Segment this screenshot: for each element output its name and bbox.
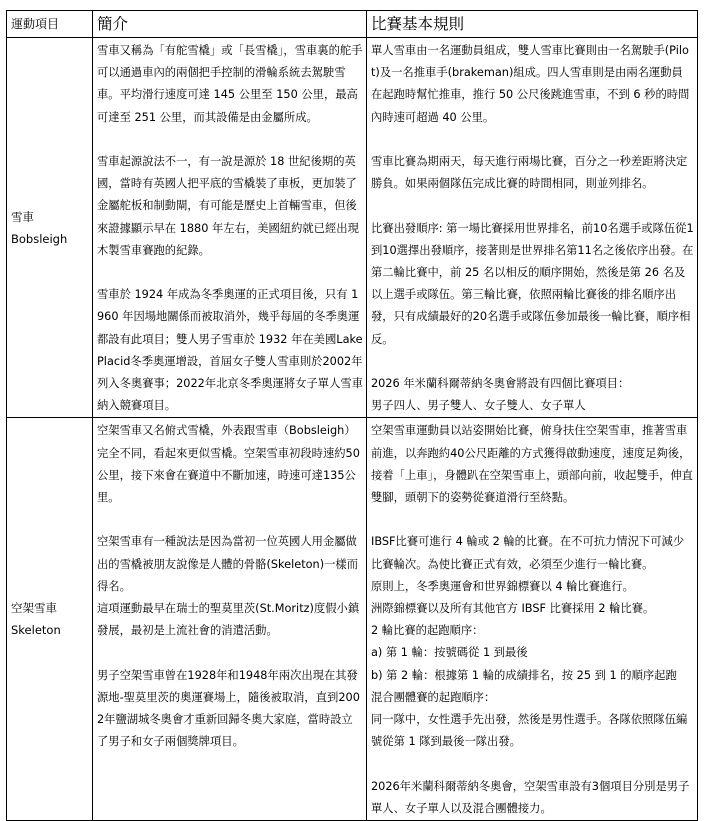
rules-paragraph: 空架雪車運動員以站姿開始比賽，俯身扶住空架雪車，推著雪車前進，以奔跑約40公尺距離的方式獲得啟動速度，速度足夠後，接着「上車」，身體趴在空架雪車上，頭部向前，收起雙手，伸直雙腳，頭朝下的姿勢從賽道滑行至終點。 <box>371 424 693 505</box>
rules-paragraph: IBSF比賽可進行 4 輪或 2 輪的比賽。在不可抗力情況下可減少比賽輪次。為使比賽正式有效，必須至少進行一輪比賽。 原則上，冬季奧運會和世界錦標賽以 4 輪比賽進行。 洲際錦標賽以及所有其他官方 IBSF 比賽採用 2 輪比賽。 2 輪比賽的起跑順序： a) 第 1 輪：按號碼從 1 到最後 b) 第 2 輪：根據第 1 輪的成績排名，按 25 到 1 的順序起跑 混合團體賽的起跑順序： 同一隊中，女性選手先出發，然後是男性選手。各隊依照隊伍編號從第 1 隊到最後一隊出發。 <box>371 535 688 749</box>
sport-name-en: Skeleton <box>11 623 61 638</box>
header-rules: 比賽基本規則 <box>367 11 698 38</box>
header-sport: 運動項目 <box>7 11 93 38</box>
sport-cell-bobsleigh <box>7 38 93 418</box>
sport-cell-skeleton <box>7 418 93 821</box>
rules-cell-bobsleigh <box>367 38 698 418</box>
sport-name-zh: 雪車 <box>11 209 34 224</box>
intro-paragraph: 雪車起源說法不一，有一說是源於 18 世紀後期的英國，當時有英國人把平底的雪橇裝了車板，更加裝了金屬舵板和制動閘，有可能是歷史上首輛雪車，但後來證據顯示早在 1880 年左右，美國紐約就已經出現木製雪車賽跑的紀錄。 <box>97 155 359 257</box>
sports-rules-table <box>6 10 698 821</box>
sport-name-zh: 空架雪車 <box>11 601 57 616</box>
intro-paragraph: 雪車於 1924 年成為冬季奧運的正式項目後，只有 1960 年因場地關係而被取消外，幾乎每屆的冬季奧運都設有此項目；雙人男子雪車於 1932 年在美國Lake Placid冬季奧運增設，首屆女子雙人雪車則於2002年列入冬奧賽事；2022年北京冬季奧運將女子單人雪車納入競賽項目。 <box>97 288 363 413</box>
intro-cell-bobsleigh <box>93 38 367 418</box>
intro-paragraph: 空架雪車有一種說法是因為當初一位英國人用金屬做出的雪橇被朋友說像是人體的骨骼(Skeleton)一樣而得名。 這項運動最早在瑞士的聖莫里茨(St.Moritz)度假小鎮發展，最初是上流社會的消遣活動。 <box>97 535 360 638</box>
intro-paragraph: 雪車又稱為「有舵雪橇」或「長雪橇」，雪車裏的舵手可以通過車內的兩個把手控制的滑輪系統去駕駛雪車。平均滑行速度可達 145 公里至 150 公里，最高可達至 251 公里，而其設備是由金屬所成。 <box>97 44 363 124</box>
rules-paragraph: 2026年米蘭科爾蒂納冬奧會，空架雪車設有3個項目分別是男子單人、女子單人以及混合團體接力。 <box>371 779 690 815</box>
intro-paragraph: 空架雪車又名俯式雪橇，外表跟雪車（Bobsleigh）完全不同，看起來更似雪橇。空架雪車初段時速約50公里，接下來會在賽道中不斷加速，時速可達135公里。 <box>97 424 360 505</box>
rules-paragraph: 比賽出發順序: 第一場比賽採用世界排名，前10名選手或隊伍從1到10選擇出發順序，接著則是世界排名第11名之後依序出發。在第二輪比賽中，前 25 名以相反的順序開始，然後是第 26 名及以上選手或隊伍。第三輪比賽，依照兩輪比賽後的排名順序出發，只有成績最好的20名選手或隊伍參加最後一輪比賽，順序相反。 <box>371 221 694 346</box>
rules-cell-skeleton <box>367 418 698 821</box>
header-intro: 簡介 <box>93 11 367 38</box>
intro-paragraph: 男子空架雪車曾在1928年和1948年兩次出現在其發源地-聖莫里茨的奧運賽場上，隨後被取消，直到2002年鹽湖城冬奧會才重新回歸冬奧大家庭，當時設立了男子和女子兩個獎牌項目。 <box>97 668 360 749</box>
table-row-bobsleigh <box>7 38 698 418</box>
rules-paragraph: 雪車比賽為期兩天，每天進行兩場比賽，百分之一秒差距將決定勝負。如果兩個隊伍完成比賽的時間相同，則並列排名。 <box>371 155 688 191</box>
rules-paragraph: 2026 年米蘭科爾蒂納冬奧會將設有四個比賽項目： 男子四人、男子雙人、女子雙人、女子單人 <box>371 377 630 413</box>
rules-paragraph: 單人雪車由一名運動員組成，雙人雪車比賽則由一名駕駛手(Pilot)及一名推車手(brakeman)組成。四人雪車則是由兩名運動員在起跑時幫忙推車，推行 50 公尺後跳進雪車，不到 6 秒的時間內時速可超過 40 公里。 <box>371 44 690 124</box>
table-row-skeleton <box>7 418 698 821</box>
intro-cell-skeleton <box>93 418 367 821</box>
header-row <box>7 11 698 38</box>
sport-name-en: Bobsleigh <box>11 231 68 246</box>
